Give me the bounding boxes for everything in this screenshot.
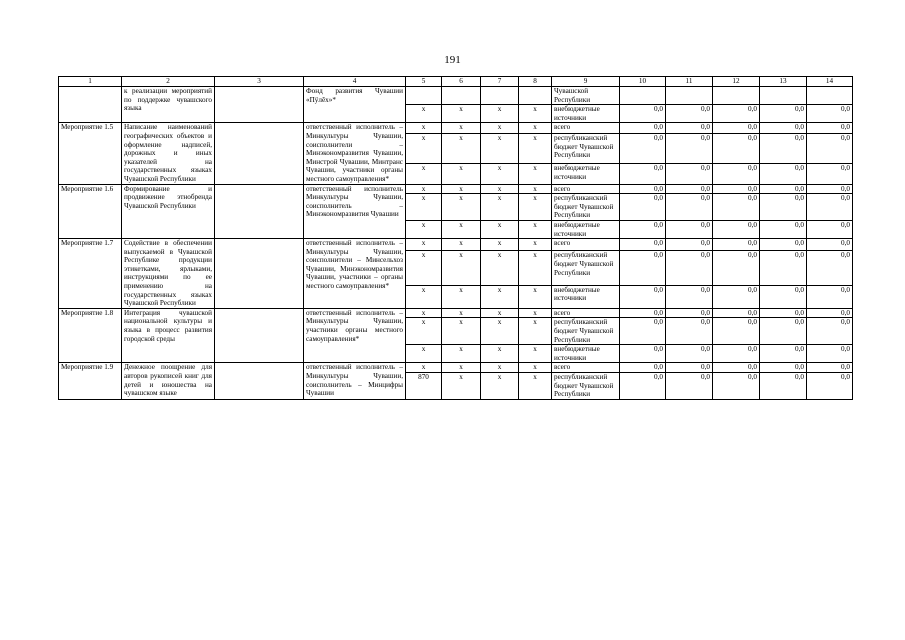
value-cell: 0,0: [713, 373, 760, 400]
value-cell: 0,0: [760, 251, 807, 285]
value-cell: x: [442, 164, 481, 184]
measure-description: Написание наименований географических объектов и оформление надписей, дорожных и иных указателей на государственных языках Чувашской Республики: [122, 123, 215, 184]
value-cell: x: [519, 194, 552, 221]
value-cell: x: [519, 134, 552, 164]
value-cell: x: [442, 184, 481, 194]
value-cell: 0,0: [713, 184, 760, 194]
col-header: 2: [122, 77, 215, 87]
value-cell: 0,0: [620, 363, 666, 373]
funding-source: внебюджетные источники: [552, 105, 620, 123]
value-cell: 0,0: [760, 373, 807, 400]
value-cell: 0,0: [666, 220, 713, 238]
value-cell: x: [406, 363, 442, 373]
table-row: [59, 184, 853, 194]
value-cell: x: [442, 363, 481, 373]
value-cell: x: [442, 220, 481, 238]
value-cell: x: [481, 318, 519, 345]
value-cell: 0,0: [620, 308, 666, 318]
value-cell: 0,0: [807, 105, 853, 123]
value-cell: x: [442, 318, 481, 345]
value-cell: 0,0: [713, 164, 760, 184]
value-cell: x: [406, 285, 442, 308]
value-cell: x: [519, 220, 552, 238]
value-cell: x: [519, 373, 552, 400]
value-cell: 0,0: [807, 184, 853, 194]
empty-cell: [215, 308, 304, 363]
value-cell: x: [481, 285, 519, 308]
value-cell: x: [406, 184, 442, 194]
value-cell: 0,0: [620, 194, 666, 221]
value-cell: x: [406, 105, 442, 123]
col-header: 11: [666, 77, 713, 87]
measure-name: Мероприятие 1.7: [59, 239, 122, 309]
col-header: 5: [406, 77, 442, 87]
col-header: 12: [713, 77, 760, 87]
value-cell: x: [519, 164, 552, 184]
executor-cell: ответственный исполнитель – Минкультуры Чувашии, участники органы местного самоуправления*: [304, 308, 406, 363]
value-cell: 0,0: [666, 239, 713, 251]
value-cell: x: [442, 345, 481, 363]
funding-source: внебюджетные источники: [552, 285, 620, 308]
value-cell: 0,0: [620, 318, 666, 345]
col-header: 7: [481, 77, 519, 87]
col-header: 14: [807, 77, 853, 87]
value-cell: x: [406, 220, 442, 238]
value-cell: x: [519, 345, 552, 363]
value-cell: 0,0: [713, 220, 760, 238]
value-cell: [620, 87, 666, 105]
value-cell: 0,0: [666, 251, 713, 285]
executor-cell: ответственный исполнитель Минкультуры Чувашии, соисполнитель – Минэкономразвития Чувашии: [304, 184, 406, 239]
value-cell: 0,0: [620, 239, 666, 251]
value-cell: 0,0: [807, 194, 853, 221]
value-cell: 0,0: [760, 285, 807, 308]
value-cell: 0,0: [620, 105, 666, 123]
value-cell: 0,0: [807, 318, 853, 345]
value-cell: 0,0: [760, 220, 807, 238]
value-cell: 0,0: [760, 105, 807, 123]
value-cell: x: [406, 123, 442, 134]
measure-name: Мероприятие 1.8: [59, 308, 122, 363]
funding-source: всего: [552, 239, 620, 251]
value-cell: 0,0: [760, 123, 807, 134]
value-cell: x: [481, 184, 519, 194]
col-header: 13: [760, 77, 807, 87]
value-cell: 0,0: [620, 220, 666, 238]
page-number: 191: [444, 54, 461, 66]
measure-name: Мероприятие 1.5: [59, 123, 122, 184]
value-cell: x: [481, 105, 519, 123]
empty-cell: [215, 184, 304, 239]
measure-description: к реализации мероприятий по поддержке чувашского языка: [122, 87, 215, 123]
value-cell: 0,0: [760, 164, 807, 184]
value-cell: x: [442, 123, 481, 134]
value-cell: x: [406, 345, 442, 363]
executor-cell: ответственный исполнитель – Минкультуры Чувашии, соисполнители – Минэкономразвития Чувашии, Минстрой Чувашии, Минтранс Чувашии, участники органы местного самоуправления*: [304, 123, 406, 184]
measure-name: Мероприятие 1.9: [59, 363, 122, 399]
empty-cell: [215, 123, 304, 184]
value-cell: x: [442, 105, 481, 123]
funding-source: внебюджетные источники: [552, 220, 620, 238]
table-row: [59, 239, 853, 251]
value-cell: 0,0: [760, 345, 807, 363]
value-cell: [519, 87, 552, 105]
value-cell: x: [519, 251, 552, 285]
measure-name-cell: [59, 87, 122, 123]
value-cell: 0,0: [713, 194, 760, 221]
value-cell: 0,0: [666, 285, 713, 308]
value-cell: x: [442, 373, 481, 400]
executor-cell: ответственный исполнитель – Минкультуры Чувашии, соисполнитель – Минцифры Чувашии: [304, 363, 406, 399]
value-cell: 0,0: [760, 318, 807, 345]
value-cell: 0,0: [620, 134, 666, 164]
value-cell: x: [406, 164, 442, 184]
value-cell: x: [481, 194, 519, 221]
table-row: [59, 123, 853, 134]
value-cell: x: [406, 194, 442, 221]
value-cell: 0,0: [713, 105, 760, 123]
funding-source: всего: [552, 184, 620, 194]
value-cell: [666, 87, 713, 105]
measure-description: Денежное поощрение для авторов рукописей книг для детей и юношества на чувашском языке: [122, 363, 215, 399]
value-cell: 0,0: [666, 373, 713, 400]
value-cell: 0,0: [620, 164, 666, 184]
value-cell: [760, 87, 807, 105]
value-cell: 0,0: [620, 285, 666, 308]
empty-cell: [215, 87, 304, 123]
table-row: [59, 363, 853, 373]
budget-table: [58, 76, 853, 400]
value-cell: 0,0: [760, 194, 807, 221]
value-cell: x: [481, 220, 519, 238]
col-header: 4: [304, 77, 406, 87]
value-cell: x: [519, 318, 552, 345]
value-cell: x: [406, 239, 442, 251]
value-cell: 0,0: [666, 194, 713, 221]
funding-source: всего: [552, 308, 620, 318]
value-cell: 0,0: [713, 285, 760, 308]
value-cell: x: [519, 363, 552, 373]
value-cell: 0,0: [713, 363, 760, 373]
value-cell: 0,0: [760, 239, 807, 251]
value-cell: x: [442, 251, 481, 285]
value-cell: 0,0: [713, 239, 760, 251]
value-cell: 0,0: [807, 363, 853, 373]
value-cell: x: [481, 373, 519, 400]
value-cell: x: [406, 134, 442, 164]
value-cell: x: [481, 239, 519, 251]
measure-description: Формирование и продвижение этнобренда Чувашской Республики: [122, 184, 215, 239]
funding-source: республиканский бюджет Чувашской Республики: [552, 318, 620, 345]
value-cell: x: [481, 134, 519, 164]
funding-source: республиканский бюджет Чувашской Республики: [552, 194, 620, 221]
funding-source: внебюджетные источники: [552, 345, 620, 363]
value-cell: 870: [406, 373, 442, 400]
value-cell: 0,0: [620, 123, 666, 134]
value-cell: 0,0: [807, 239, 853, 251]
value-cell: 0,0: [666, 318, 713, 345]
value-cell: x: [481, 123, 519, 134]
value-cell: 0,0: [760, 363, 807, 373]
value-cell: 0,0: [807, 373, 853, 400]
col-header: 8: [519, 77, 552, 87]
value-cell: x: [519, 239, 552, 251]
table-row: [59, 87, 853, 105]
column-number-row: [59, 77, 853, 87]
value-cell: x: [519, 308, 552, 318]
value-cell: 0,0: [713, 134, 760, 164]
col-header: 10: [620, 77, 666, 87]
value-cell: [807, 87, 853, 105]
value-cell: x: [442, 285, 481, 308]
funding-source: республиканский бюджет Чувашской Республики: [552, 134, 620, 164]
value-cell: x: [442, 239, 481, 251]
value-cell: x: [442, 194, 481, 221]
measure-name: Мероприятие 1.6: [59, 184, 122, 239]
value-cell: [442, 87, 481, 105]
empty-cell: [215, 363, 304, 399]
value-cell: 0,0: [713, 308, 760, 318]
value-cell: 0,0: [807, 134, 853, 164]
value-cell: 0,0: [760, 134, 807, 164]
value-cell: [481, 87, 519, 105]
empty-cell: [215, 239, 304, 309]
value-cell: 0,0: [620, 345, 666, 363]
value-cell: x: [406, 318, 442, 345]
value-cell: 0,0: [807, 251, 853, 285]
value-cell: x: [481, 164, 519, 184]
value-cell: x: [406, 308, 442, 318]
measure-description: Интеграция чувашской национальной культуры и языка в процесс развития городской среды: [122, 308, 215, 363]
table-body: [59, 87, 853, 400]
value-cell: x: [442, 308, 481, 318]
measure-description: Содействие в обеспечении выпускаемой в Чувашской Республике продукции этикетками, ярлыками, инструкциями по ее применению на государственных языках Чувашской Республики: [122, 239, 215, 309]
value-cell: 0,0: [620, 373, 666, 400]
value-cell: 0,0: [807, 345, 853, 363]
col-header: 6: [442, 77, 481, 87]
value-cell: 0,0: [760, 308, 807, 318]
value-cell: [406, 87, 442, 105]
value-cell: 0,0: [666, 105, 713, 123]
value-cell: 0,0: [666, 363, 713, 373]
value-cell: 0,0: [807, 285, 853, 308]
executor-cell: Фонд развития Чувашии «Пÿлĕх»*: [304, 87, 406, 123]
col-header: 1: [59, 77, 122, 87]
value-cell: x: [519, 105, 552, 123]
value-cell: 0,0: [620, 251, 666, 285]
value-cell: x: [519, 285, 552, 308]
funding-source: всего: [552, 123, 620, 134]
value-cell: x: [519, 123, 552, 134]
value-cell: x: [406, 251, 442, 285]
value-cell: 0,0: [713, 123, 760, 134]
value-cell: 0,0: [666, 308, 713, 318]
executor-cell: ответственный исполнитель – Минкультуры Чувашии, соисполнители – Минсельхоз Чувашии, Минэкономразвития Чувашии, участники – органы местного самоуправления*: [304, 239, 406, 309]
col-header: 3: [215, 77, 304, 87]
value-cell: 0,0: [620, 184, 666, 194]
value-cell: [713, 87, 760, 105]
value-cell: x: [481, 345, 519, 363]
value-cell: x: [481, 363, 519, 373]
value-cell: 0,0: [666, 184, 713, 194]
value-cell: 0,0: [807, 220, 853, 238]
value-cell: 0,0: [713, 345, 760, 363]
value-cell: x: [481, 251, 519, 285]
value-cell: 0,0: [713, 251, 760, 285]
value-cell: 0,0: [807, 164, 853, 184]
table-row: [59, 308, 853, 318]
value-cell: 0,0: [666, 164, 713, 184]
value-cell: 0,0: [666, 134, 713, 164]
value-cell: 0,0: [713, 318, 760, 345]
col-header: 9: [552, 77, 620, 87]
value-cell: x: [519, 184, 552, 194]
funding-source: республиканский бюджет Чувашской Республики: [552, 251, 620, 285]
value-cell: 0,0: [666, 123, 713, 134]
value-cell: x: [442, 134, 481, 164]
value-cell: 0,0: [807, 308, 853, 318]
funding-source: республиканский бюджет Чувашской Республики: [552, 373, 620, 400]
funding-source: внебюджетные источники: [552, 164, 620, 184]
funding-source: всего: [552, 363, 620, 373]
value-cell: 0,0: [807, 123, 853, 134]
value-cell: 0,0: [760, 184, 807, 194]
value-cell: 0,0: [666, 345, 713, 363]
funding-source: Чувашской Республики: [552, 87, 620, 105]
value-cell: x: [481, 308, 519, 318]
